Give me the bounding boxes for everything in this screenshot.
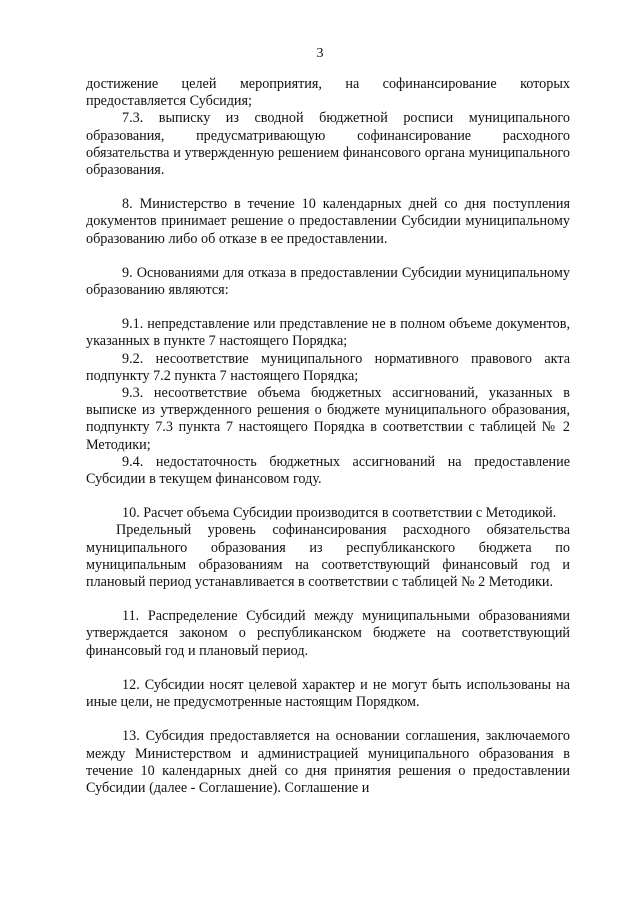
paragraph-9-1: 9.1. непредставление или представление не в полном объеме документов, указанных в пункте 7 настоящего Порядка;	[86, 316, 570, 350]
document-body	[86, 76, 570, 797]
paragraph-9-3: 9.3. несоответствие объема бюджетных ассигнований, указанных в выписке из утвержденного решения о бюджете муниципального образования, подпункту 7.3 пункта 7 настоящего Порядка в соответствии с таблицей № 2 Методики;	[86, 385, 570, 453]
paragraph-cofinancing-limit: Предельный уровень софинансирования расходного обязательства муниципального образования из республиканского бюджета по муниципальным образованиям на соответствующий финансовый год и плановый период устанавливается в соответствии с таблицей № 2 Методики.	[86, 522, 570, 591]
paragraph-goals: достижение целей мероприятия, на софинансирование которых предоставляется Субсидия;	[86, 76, 570, 110]
paragraph-11: 11. Распределение Субсидий между муниципальными образованиями утверждается законом о республиканском бюджете на соответствующий финансовый год и плановый период.	[86, 608, 570, 659]
paragraph-12: 12. Субсидии носят целевой характер и не могут быть использованы на иные цели, не предусмотренные настоящим Порядком.	[86, 676, 570, 711]
paragraph-13: 13. Субсидия предоставляется на основании соглашения, заключаемого между Министерством и администрацией муниципального образования в течение 10 календарных дней со дня принятия решения о предоставлении Субсидии (далее - Соглашение). Соглашение и	[86, 728, 570, 796]
paragraph-9: 9. Основаниями для отказа в предоставлении Субсидии муниципальному образованию являются:	[86, 264, 570, 299]
paragraph-10: 10. Расчет объема Субсидии производится в соответствии с Методикой.	[122, 505, 557, 522]
page-number: 3	[316, 46, 324, 61]
paragraph-7-3: 7.3. выписку из сводной бюджетной росписи муниципального образования, предусматривающую софинансирование расходного обязательства и утвержденную решением финансового органа муниципального образования.	[86, 110, 570, 179]
paragraph-9-4: 9.4. недостаточность бюджетных ассигнований на предоставление Субсидии в текущем финансовом году.	[86, 453, 570, 488]
paragraph-9-2: 9.2. несоответствие муниципального нормативного правового акта подпункту 7.2 пункта 7 настоящего Порядка;	[86, 350, 570, 384]
paragraph-8: 8. Министерство в течение 10 календарных дней со дня поступления документов принимает решение о предоставлении Субсидии муниципальному образованию либо об отказе в ее предоставлении.	[86, 196, 570, 247]
